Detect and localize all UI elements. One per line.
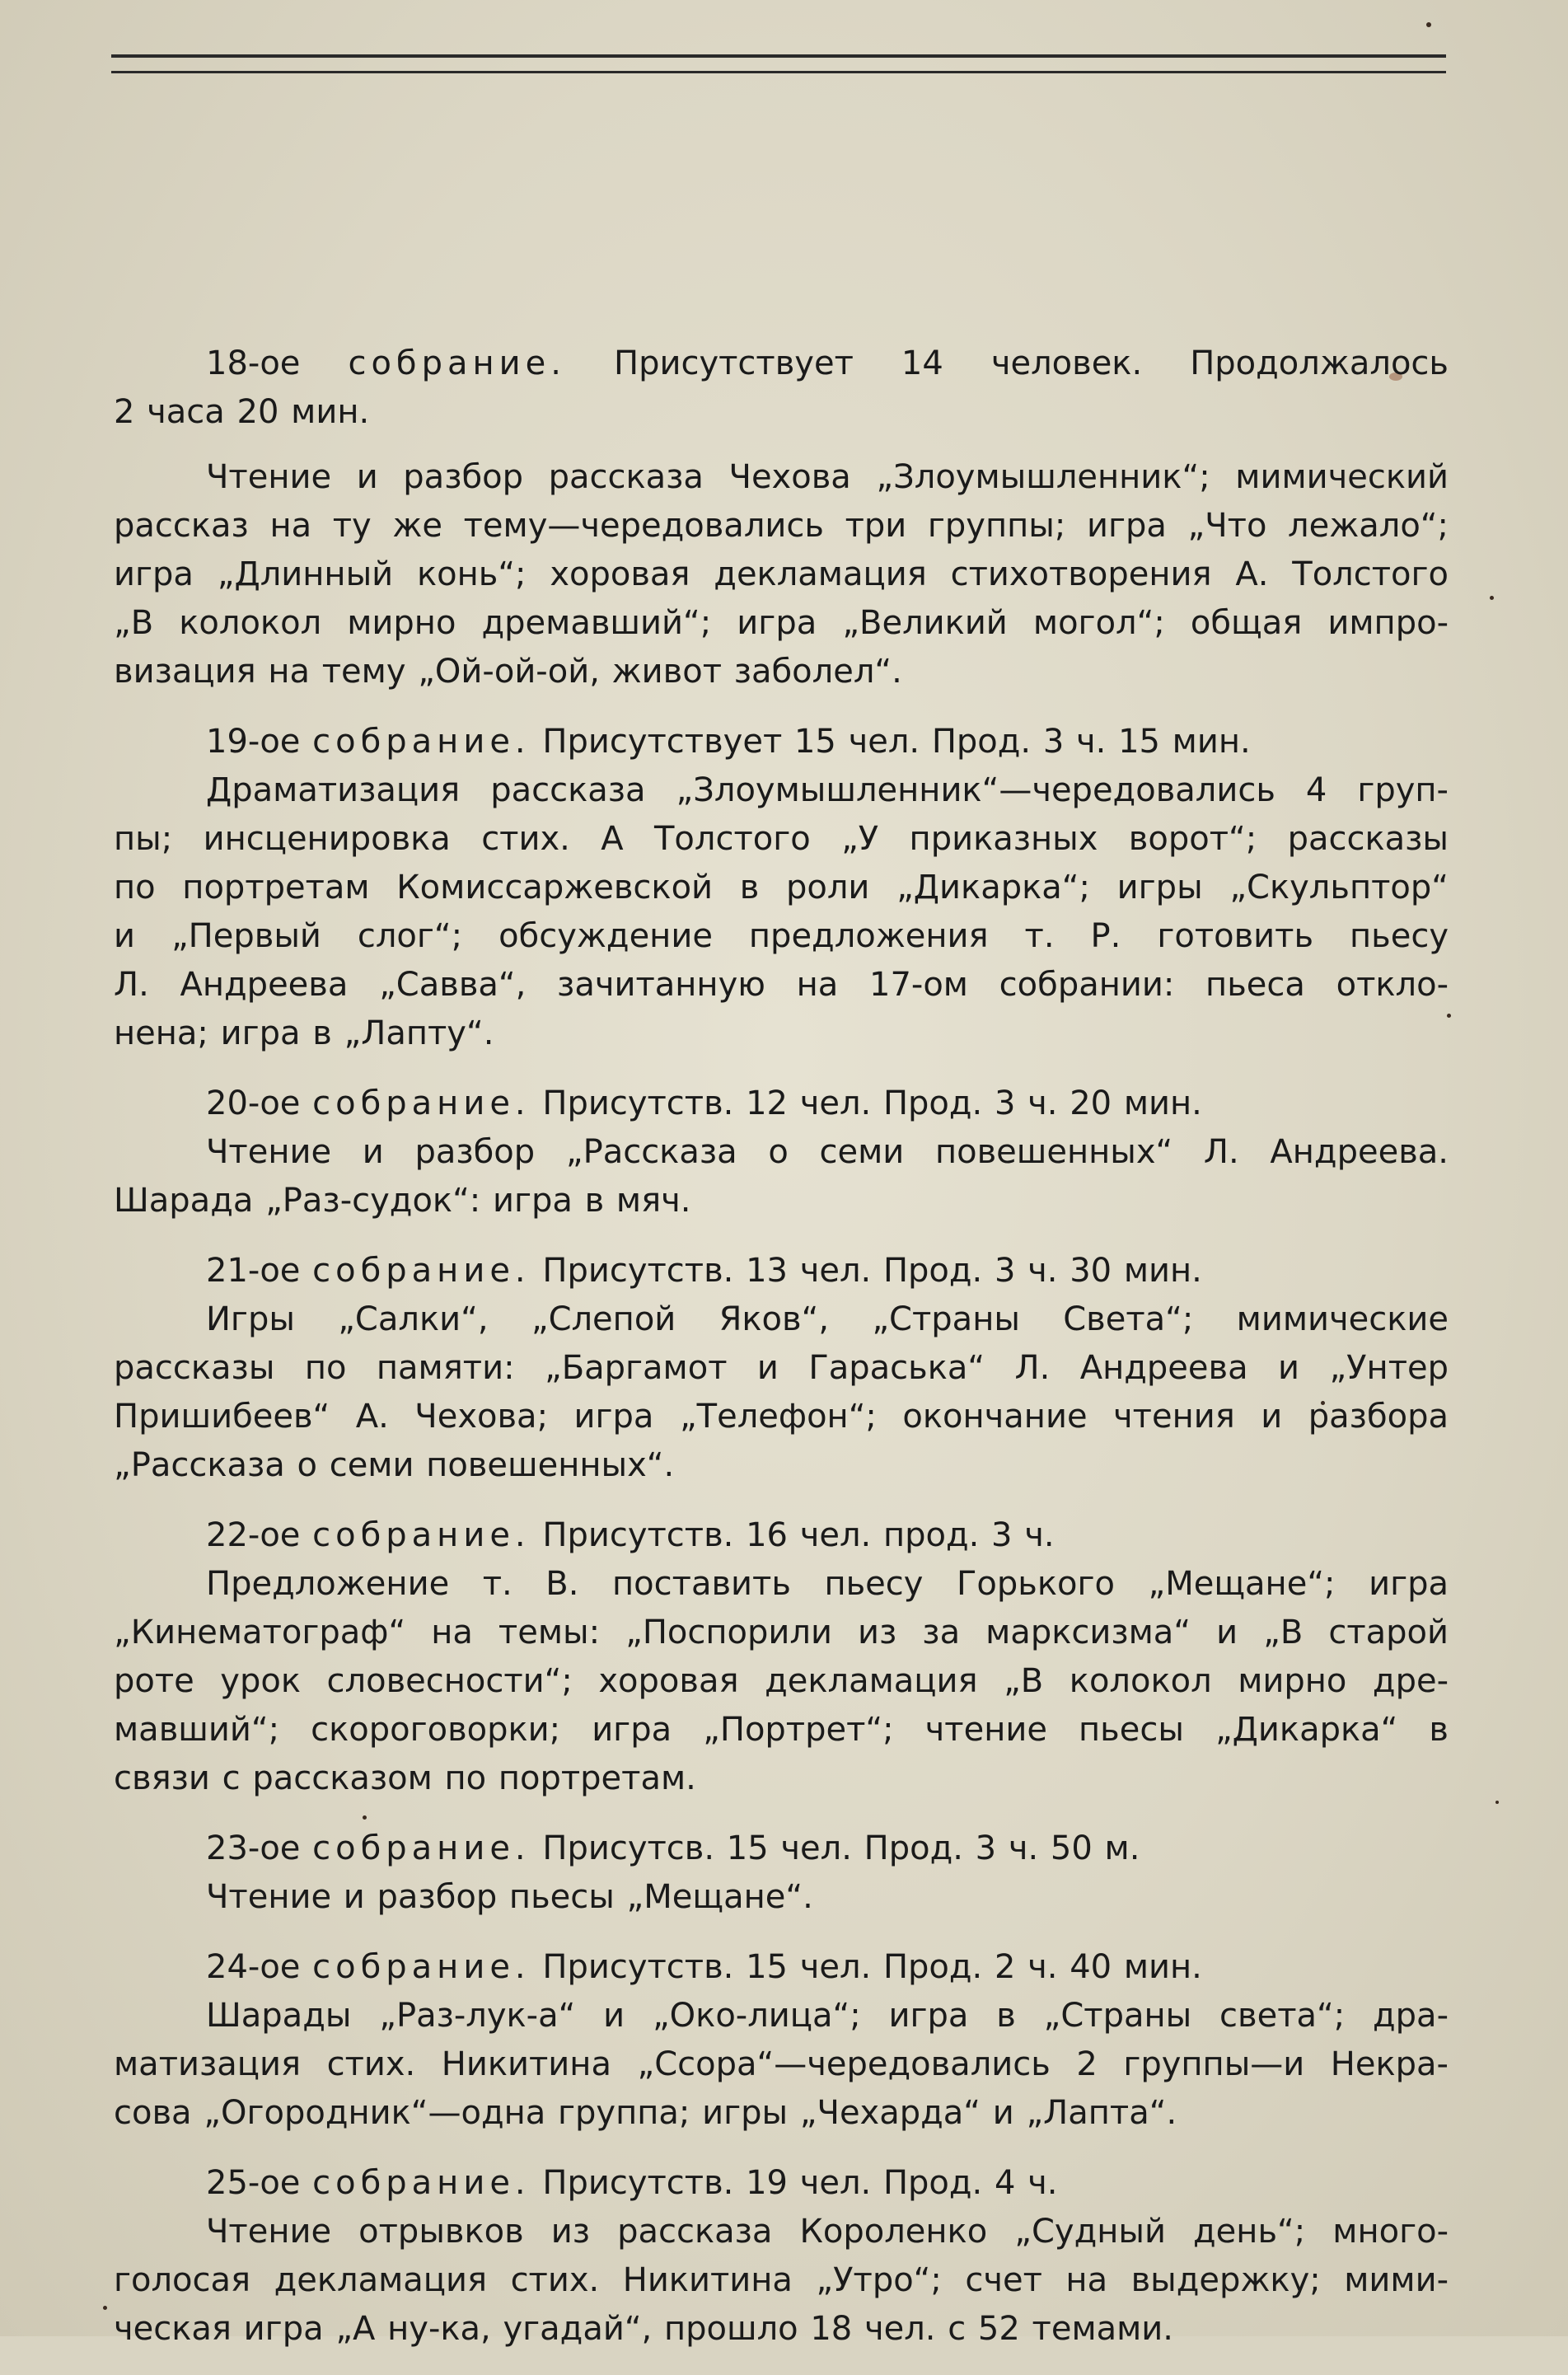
paragraph-line: Драматизация рассказа „Злоумышленник“—чередовались 4 груп- [206,771,1449,809]
paragraph-line: мавший“; скороговорки; игра „Портрет“; чтение пьесы „Дикарка“ в [114,1711,1449,1749]
meeting-entry-18 [114,340,1449,696]
paragraph-line: роте урок словесности“; хоровая декламация „В колокол мирно дре- [114,1662,1449,1700]
paragraph-line: Игры „Салки“, „Слепой Яков“, „Страны Света“; мимические [206,1300,1449,1338]
paragraph-line: рассказы по памяти: „Баргамот и Гараська“ Л. Андреева и „Унтер [114,1349,1449,1387]
meeting-word: собрание. [312,2164,531,2202]
ink-spot [103,2306,107,2310]
meeting-heading [114,340,1449,388]
meeting-entry-22 [114,1511,1449,1803]
meeting-heading-continued: 2 часа 20 мин. [114,393,370,431]
meeting-number: 25-ое [206,2164,301,2202]
meeting-number: 23-ое [206,1829,301,1867]
paragraph-line: Шарады „Раз-лук-а“ и „Око-лица“; игра в „Страны света“; дра- [206,1997,1449,2035]
paragraph-line: Пришибеев“ А. Чехова; игра „Телефон“; окончание чтения и разбора [114,1398,1449,1436]
paragraph-line: Шарада „Раз-судок“: игра в мяч. [114,1182,691,1220]
paragraph-line: визация на тему „Ой-ой-ой, живот заболел“. [114,653,902,691]
paragraph-line: нена; игра в „Лапту“. [114,1014,494,1052]
meeting-word: собрание. [312,1829,531,1867]
paragraph-line: Чтение и разбор пьесы „Мещане“. [206,1878,813,1916]
meeting-number: 20-ое [206,1084,301,1122]
meeting-number: 24-ое [206,1948,301,1986]
paragraph-line: пы; инсценировка стих. А Толстого „У приказных ворот“; рассказы [114,820,1449,858]
meeting-word: собрание. [312,1252,531,1290]
meeting-attendance: Присутств. 16 чел. прод. 3 ч. [530,1516,1055,1554]
meeting-heading [114,718,1449,766]
meeting-number: 21-ое [206,1252,301,1290]
header-rule-bottom [111,71,1446,73]
paragraph-line: сова „Огородник“—одна группа; игры „Чехарда“ и „Лапта“. [114,2094,1177,2132]
meeting-heading [114,1825,1449,1873]
meeting-attendance: Присутств. 13 чел. Прод. 3 ч. 30 мин. [530,1252,1202,1290]
meeting-attendance: Присутствует 15 чел. Прод. 3 ч. 15 мин. [530,723,1251,761]
meeting-heading [114,1080,1449,1128]
paragraph-line: „В колокол мирно дремавший“; игра „Великий могол“; общая импро- [114,604,1449,642]
meeting-heading [114,2159,1449,2208]
ink-spot [1490,596,1494,600]
paragraph-line: ческая игра „А ну-ка, угадай“, прошло 18 чел. с 52 темами. [114,2310,1174,2348]
meeting-word: собрание. [348,344,566,382]
ink-spot [1495,1801,1499,1804]
meeting-heading [114,1511,1449,1560]
paragraph-line: Чтение и разбор „Рассказа о семи повешенных“ Л. Андреева. [206,1133,1449,1171]
meeting-number: 22-ое [206,1516,301,1554]
meeting-entry-24 [114,1943,1449,2138]
paragraph-line: голосая декламация стих. Никитина „Утро“; счет на выдержку; мими- [114,2261,1449,2299]
meeting-number: 19-ое [206,723,301,761]
paragraph-line: Чтение и разбор рассказа Чехова „Злоумышленник“; мимический [206,458,1449,496]
meeting-attendance: Присутсв. 15 чел. Прод. 3 ч. 50 м. [530,1829,1140,1867]
meeting-entry-21 [114,1247,1449,1490]
meeting-word: собрание. [312,1516,531,1554]
header-rule-top [111,54,1446,58]
meeting-heading [114,1247,1449,1295]
meeting-attendance: Присутствует 14 человек. Продолжалось [565,344,1449,382]
meeting-number: 18-ое [206,344,301,382]
paragraph-line: Чтение отрывков из рассказа Короленко „Судный день“; много- [206,2213,1449,2251]
meeting-entry-25 [114,2159,1449,2354]
paragraph-line: и „Первый слог“; обсуждение предложения т. Р. готовить пьесу [114,917,1449,955]
meeting-entry-23 [114,1825,1449,1922]
meeting-entry-20 [114,1080,1449,1225]
meeting-word: собрание. [312,1084,531,1122]
meeting-entry-19 [114,718,1449,1058]
paragraph-line: игра „Длинный конь“; хоровая декламация стихотворения А. Толстого [114,555,1449,593]
document-body [114,340,1449,2375]
meeting-heading [114,1943,1449,1992]
paragraph-line: связи с рассказом по портретам. [114,1759,696,1797]
paragraph-line: „Кинематограф“ на темы: „Поспорили из за марксизма“ и „В старой [114,1614,1449,1651]
paragraph-line: Л. Андреева „Савва“, зачитанную на 17-ом собрании: пьеса откло- [114,966,1449,1004]
paragraph-line: рассказ на ту же тему—чередовались три группы; игра „Что лежало“; [114,507,1449,545]
meeting-attendance: Присутств. 19 чел. Прод. 4 ч. [530,2164,1058,2202]
paragraph-line: по портретам Комиссаржевской в роли „Дикарка“; игры „Скульптор“ [114,869,1449,906]
meeting-attendance: Присутств. 12 чел. Прод. 3 ч. 20 мин. [530,1084,1202,1122]
paragraph-line: Предложение т. В. поставить пьесу Горького „Мещане“; игра [206,1565,1449,1603]
meeting-attendance: Присутств. 15 чел. Прод. 2 ч. 40 мин. [530,1948,1202,1986]
meeting-word: собрание. [312,1948,531,1986]
ink-spot [1426,22,1431,27]
paragraph-line: матизация стих. Никитина „Ссора“—чередовались 2 группы—и Некра- [114,2045,1449,2083]
paragraph-line: „Рассказа о семи повешенных“. [114,1446,675,1484]
meeting-word: собрание. [312,723,531,761]
